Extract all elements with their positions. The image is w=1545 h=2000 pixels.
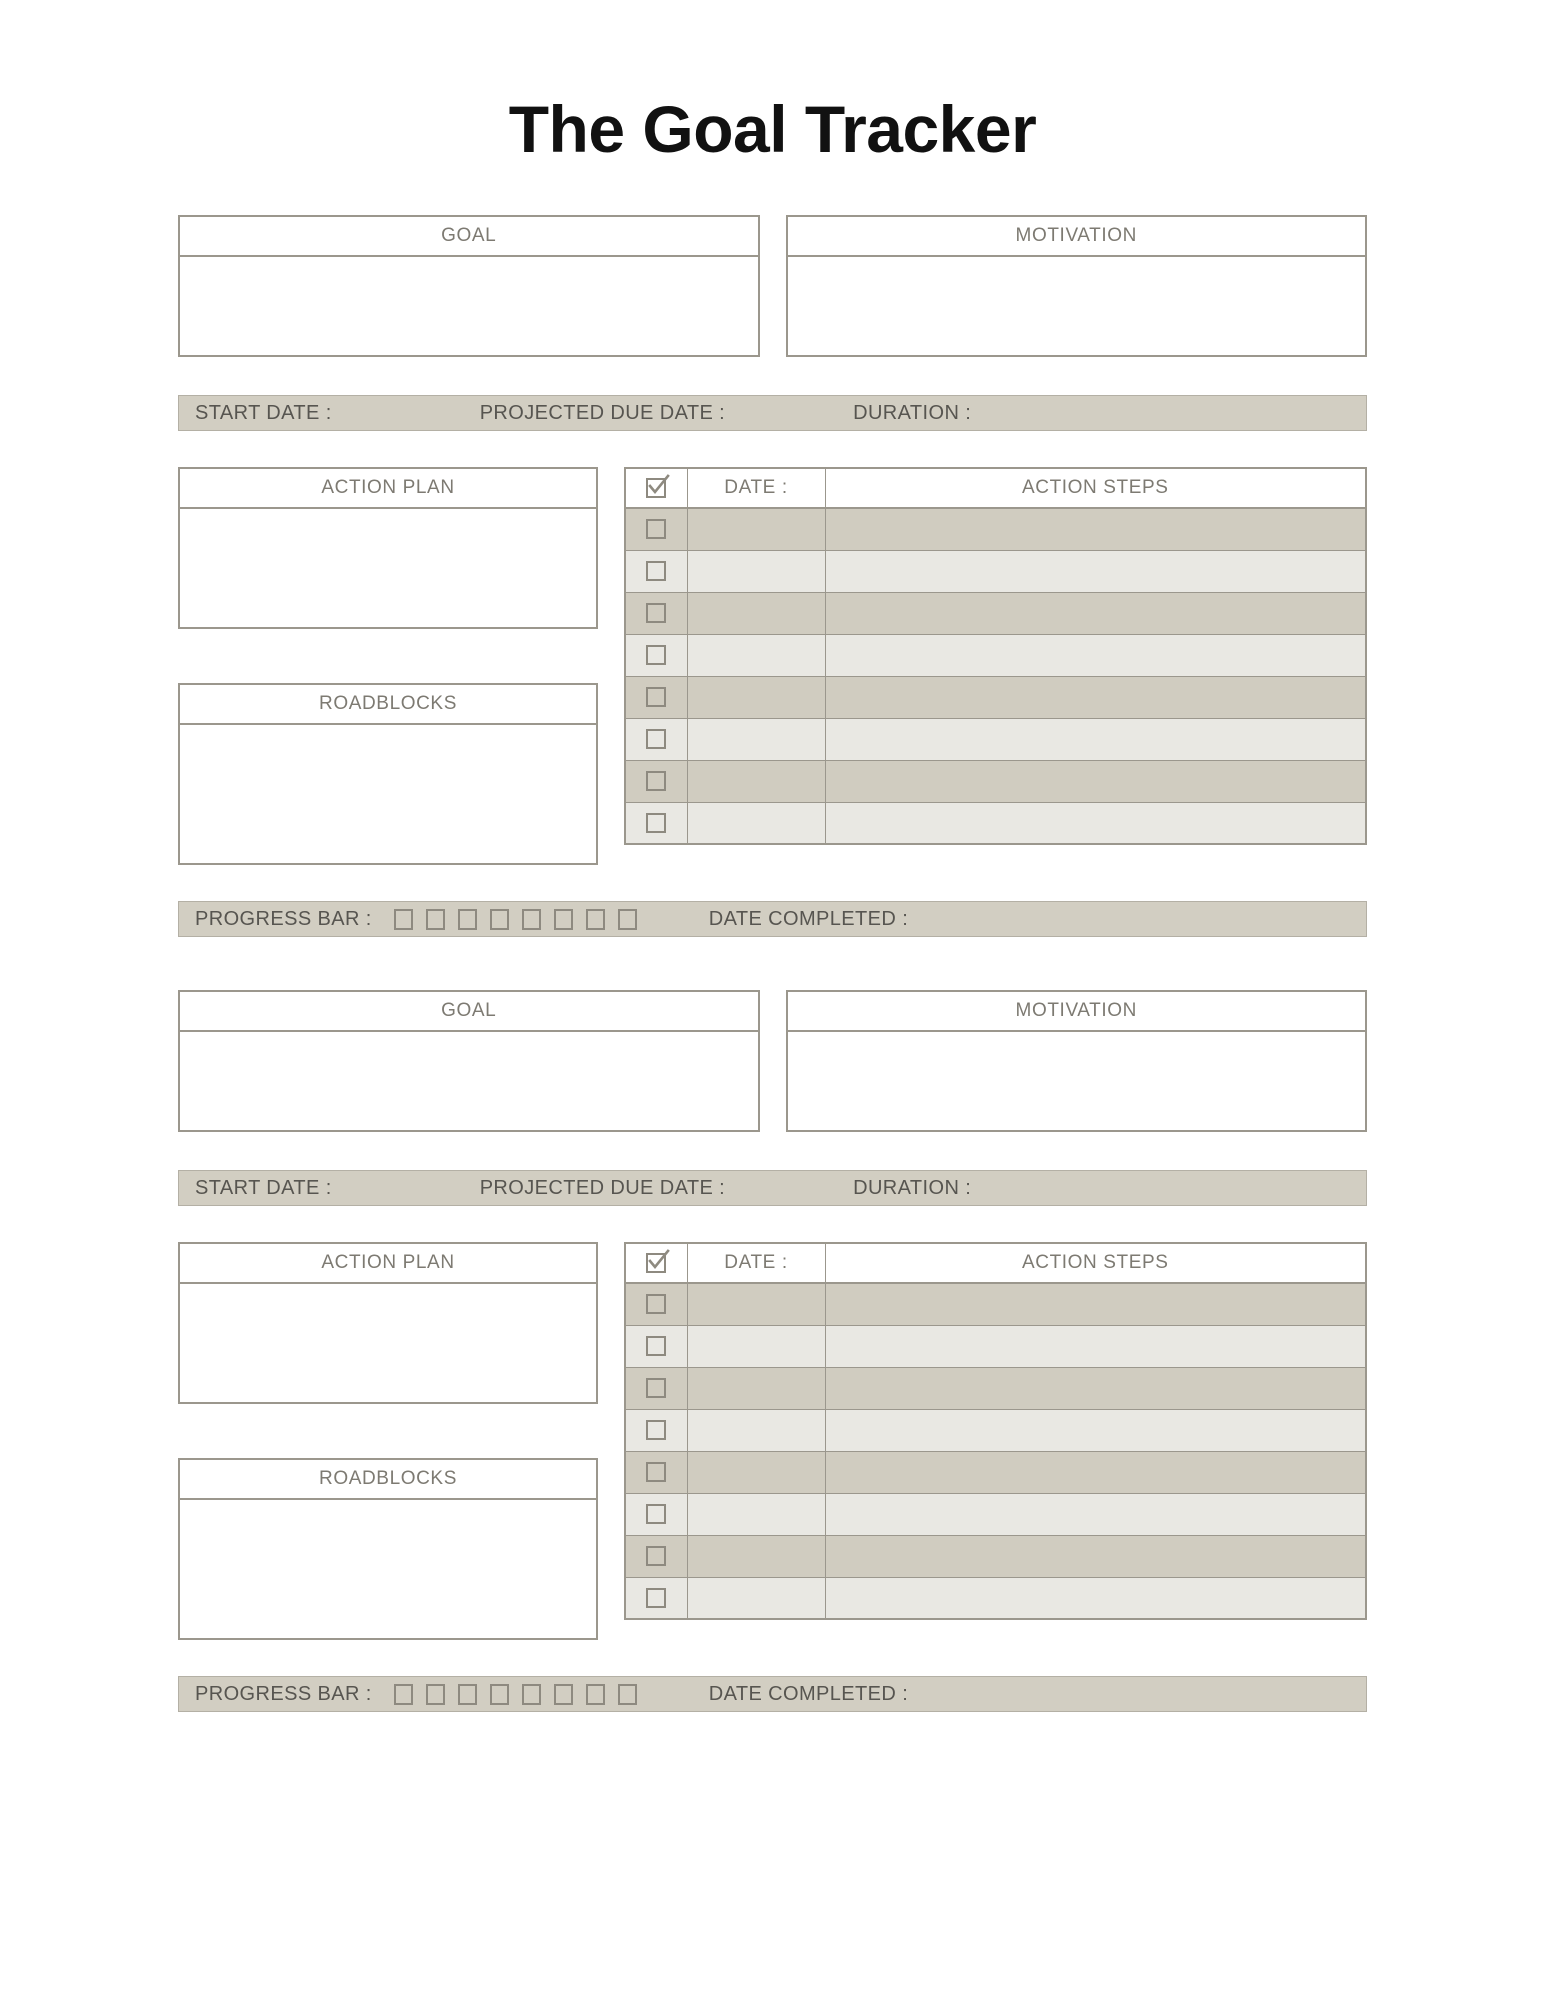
row-check-cell[interactable] xyxy=(625,634,687,676)
page-title: The Goal Tracker xyxy=(508,92,1037,166)
row-check-cell[interactable] xyxy=(625,1325,687,1367)
row-date-cell[interactable] xyxy=(687,1577,825,1619)
row-date-cell[interactable] xyxy=(687,760,825,802)
goal-label: GOAL xyxy=(180,217,758,257)
action-steps-table xyxy=(624,1242,1367,1620)
action-steps-body xyxy=(625,508,1366,844)
table-row[interactable] xyxy=(625,1535,1366,1577)
row-date-cell[interactable] xyxy=(687,550,825,592)
duration-label: DURATION : xyxy=(853,1176,972,1199)
checkbox-checked-icon xyxy=(646,478,666,498)
row-step-cell[interactable] xyxy=(825,508,1366,550)
checkbox-empty-icon[interactable] xyxy=(554,909,573,930)
row-date-cell[interactable] xyxy=(687,718,825,760)
row-date-cell[interactable] xyxy=(687,802,825,844)
date-completed-label: DATE COMPLETED : xyxy=(708,907,909,930)
projected-due-date-label: PROJECTED DUE DATE : xyxy=(479,401,726,424)
motivation-label: MOTIVATION xyxy=(788,217,1366,257)
row-check-cell[interactable] xyxy=(625,802,687,844)
projected-due-date-field[interactable] xyxy=(480,402,725,425)
checkbox-empty-icon[interactable] xyxy=(646,1420,666,1440)
checkbox-empty-icon[interactable] xyxy=(646,561,666,581)
roadblocks-input-area[interactable] xyxy=(180,725,596,863)
checkbox-empty-icon[interactable] xyxy=(554,1684,573,1705)
row-step-cell[interactable] xyxy=(825,592,1366,634)
row-check-cell[interactable] xyxy=(625,550,687,592)
row-check-cell[interactable] xyxy=(625,1535,687,1577)
table-row[interactable] xyxy=(625,718,1366,760)
row-step-cell[interactable] xyxy=(825,1451,1366,1493)
action-steps-column xyxy=(624,1242,1367,1620)
roadblocks-label: ROADBLOCKS xyxy=(180,685,596,725)
table-row[interactable] xyxy=(625,1451,1366,1493)
checkbox-empty-icon[interactable] xyxy=(646,645,666,665)
goal-input-area[interactable] xyxy=(180,257,758,355)
progress-bar-row xyxy=(178,901,1367,937)
goal-label: GOAL xyxy=(180,992,758,1032)
action-steps-column-header: ACTION STEPS xyxy=(825,1243,1366,1283)
checkbox-empty-icon[interactable] xyxy=(646,1336,666,1356)
row-date-cell[interactable] xyxy=(687,1325,825,1367)
checkbox-empty-icon[interactable] xyxy=(646,771,666,791)
table-row[interactable] xyxy=(625,1325,1366,1367)
start-date-label: START DATE : xyxy=(195,1176,332,1199)
plan-and-steps-row xyxy=(178,1242,1367,1640)
row-step-cell[interactable] xyxy=(825,1283,1366,1325)
checkbox-empty-icon[interactable] xyxy=(646,813,666,833)
roadblocks-box[interactable] xyxy=(178,683,598,865)
table-row[interactable] xyxy=(625,1577,1366,1619)
action-steps-column-header: ACTION STEPS xyxy=(825,468,1366,508)
checkbox-empty-icon[interactable] xyxy=(586,1684,605,1705)
checkbox-empty-icon[interactable] xyxy=(646,1294,666,1314)
date-completed-field[interactable] xyxy=(709,1683,908,1706)
row-check-cell[interactable] xyxy=(625,1577,687,1619)
row-date-cell[interactable] xyxy=(687,508,825,550)
goal-section-2 xyxy=(178,990,1367,1712)
checkbox-empty-icon[interactable] xyxy=(458,909,477,930)
row-date-cell[interactable] xyxy=(687,634,825,676)
table-row[interactable] xyxy=(625,1493,1366,1535)
plan-column xyxy=(178,1242,598,1640)
checkbox-empty-icon[interactable] xyxy=(618,1684,637,1705)
row-check-cell[interactable] xyxy=(625,1283,687,1325)
table-row[interactable] xyxy=(625,508,1366,550)
motivation-label: MOTIVATION xyxy=(788,992,1366,1032)
table-row[interactable] xyxy=(625,550,1366,592)
check-column-header xyxy=(625,1243,687,1283)
row-date-cell[interactable] xyxy=(687,1283,825,1325)
start-date-label: START DATE : xyxy=(195,401,332,424)
checkbox-empty-icon[interactable] xyxy=(646,729,666,749)
duration-field[interactable] xyxy=(853,1177,971,1200)
table-row[interactable] xyxy=(625,634,1366,676)
table-row[interactable] xyxy=(625,802,1366,844)
row-step-cell[interactable] xyxy=(825,1535,1366,1577)
checkbox-empty-icon[interactable] xyxy=(646,1504,666,1524)
checkbox-empty-icon[interactable] xyxy=(458,1684,477,1705)
checkbox-empty-icon[interactable] xyxy=(394,1684,413,1705)
duration-label: DURATION : xyxy=(853,401,972,424)
row-step-cell[interactable] xyxy=(825,718,1366,760)
row-step-cell[interactable] xyxy=(825,634,1366,676)
checkbox-checked-icon xyxy=(646,1253,666,1273)
date-completed-field[interactable] xyxy=(709,908,908,931)
checkbox-empty-icon[interactable] xyxy=(646,1462,666,1482)
row-date-cell[interactable] xyxy=(687,676,825,718)
checkbox-empty-icon[interactable] xyxy=(522,1684,541,1705)
row-check-cell[interactable] xyxy=(625,508,687,550)
check-column-header xyxy=(625,468,687,508)
action-plan-label: ACTION PLAN xyxy=(180,469,596,509)
checkbox-empty-icon[interactable] xyxy=(646,687,666,707)
row-date-cell[interactable] xyxy=(687,592,825,634)
dates-bar xyxy=(178,1170,1367,1206)
progress-checkbox-group xyxy=(394,909,637,930)
checkbox-empty-icon[interactable] xyxy=(426,1684,445,1705)
date-column-header: DATE : xyxy=(687,1243,825,1283)
motivation-input-area[interactable] xyxy=(788,1032,1366,1130)
goal-motivation-row xyxy=(178,215,1367,357)
motivation-box[interactable] xyxy=(786,215,1368,357)
checkbox-empty-icon[interactable] xyxy=(646,603,666,623)
action-plan-input-area[interactable] xyxy=(180,1284,596,1402)
row-date-cell[interactable] xyxy=(687,1535,825,1577)
table-row[interactable] xyxy=(625,592,1366,634)
row-date-cell[interactable] xyxy=(687,1451,825,1493)
row-step-cell[interactable] xyxy=(825,550,1366,592)
duration-field[interactable] xyxy=(853,402,971,425)
plan-column xyxy=(178,467,598,865)
checkbox-empty-icon[interactable] xyxy=(490,1684,509,1705)
row-check-cell[interactable] xyxy=(625,760,687,802)
row-step-cell[interactable] xyxy=(825,1493,1366,1535)
start-date-field[interactable] xyxy=(179,1177,332,1200)
plan-and-steps-row xyxy=(178,467,1367,865)
roadblocks-label: ROADBLOCKS xyxy=(180,1460,596,1500)
row-step-cell[interactable] xyxy=(825,1325,1366,1367)
action-steps-body xyxy=(625,1283,1366,1619)
table-row[interactable] xyxy=(625,1283,1366,1325)
action-steps-table xyxy=(624,467,1367,845)
checkbox-empty-icon[interactable] xyxy=(646,1546,666,1566)
action-steps-column xyxy=(624,467,1367,845)
date-column-header: DATE : xyxy=(687,468,825,508)
row-step-cell[interactable] xyxy=(825,1409,1366,1451)
table-row[interactable] xyxy=(625,1367,1366,1409)
row-check-cell[interactable] xyxy=(625,1409,687,1451)
checkbox-empty-icon[interactable] xyxy=(646,519,666,539)
row-step-cell[interactable] xyxy=(825,802,1366,844)
row-step-cell[interactable] xyxy=(825,1577,1366,1619)
progress-bar-row xyxy=(178,1676,1367,1712)
motivation-input-area[interactable] xyxy=(788,257,1366,355)
row-date-cell[interactable] xyxy=(687,1493,825,1535)
start-date-field[interactable] xyxy=(179,402,332,425)
checkbox-empty-icon[interactable] xyxy=(618,909,637,930)
row-check-cell[interactable] xyxy=(625,1367,687,1409)
row-date-cell[interactable] xyxy=(687,1409,825,1451)
goal-box[interactable] xyxy=(178,215,760,357)
date-completed-label: DATE COMPLETED : xyxy=(708,1682,909,1705)
progress-checkbox-group xyxy=(394,1684,637,1705)
action-plan-box[interactable] xyxy=(178,467,598,629)
goal-motivation-row xyxy=(178,990,1367,1132)
checkbox-empty-icon[interactable] xyxy=(646,1378,666,1398)
action-plan-label: ACTION PLAN xyxy=(180,1244,596,1284)
row-check-cell[interactable] xyxy=(625,1493,687,1535)
row-check-cell[interactable] xyxy=(625,676,687,718)
checkbox-empty-icon[interactable] xyxy=(394,909,413,930)
row-check-cell[interactable] xyxy=(625,1451,687,1493)
checkbox-empty-icon[interactable] xyxy=(426,909,445,930)
projected-due-date-field[interactable] xyxy=(480,1177,725,1200)
roadblocks-box[interactable] xyxy=(178,1458,598,1640)
motivation-box[interactable] xyxy=(786,990,1368,1132)
projected-due-date-label: PROJECTED DUE DATE : xyxy=(479,1176,726,1199)
checkbox-empty-icon[interactable] xyxy=(586,909,605,930)
roadblocks-input-area[interactable] xyxy=(180,1500,596,1638)
action-plan-input-area[interactable] xyxy=(180,509,596,627)
goal-section-1 xyxy=(178,215,1367,937)
row-check-cell[interactable] xyxy=(625,592,687,634)
row-step-cell[interactable] xyxy=(825,676,1366,718)
row-check-cell[interactable] xyxy=(625,718,687,760)
row-date-cell[interactable] xyxy=(687,1367,825,1409)
row-step-cell[interactable] xyxy=(825,760,1366,802)
checkbox-empty-icon[interactable] xyxy=(490,909,509,930)
table-row[interactable] xyxy=(625,1409,1366,1451)
table-header-row xyxy=(625,468,1366,508)
row-step-cell[interactable] xyxy=(825,1367,1366,1409)
goal-input-area[interactable] xyxy=(180,1032,758,1130)
table-row[interactable] xyxy=(625,676,1366,718)
table-header-row xyxy=(625,1243,1366,1283)
table-row[interactable] xyxy=(625,760,1366,802)
dates-bar xyxy=(178,395,1367,431)
goal-box[interactable] xyxy=(178,990,760,1132)
progress-bar-label: PROGRESS BAR : xyxy=(195,1682,372,1705)
checkbox-empty-icon[interactable] xyxy=(522,909,541,930)
action-plan-box[interactable] xyxy=(178,1242,598,1404)
checkbox-empty-icon[interactable] xyxy=(646,1588,666,1608)
progress-bar-label: PROGRESS BAR : xyxy=(195,907,372,930)
